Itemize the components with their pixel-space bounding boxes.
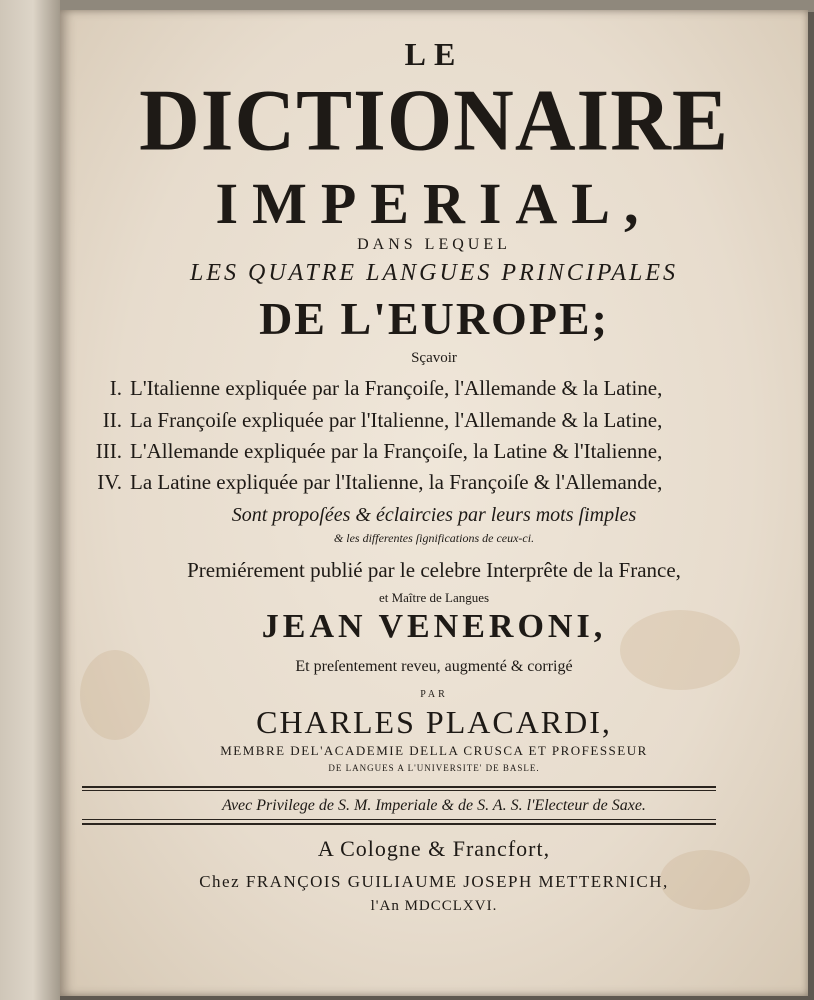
title-le: LE — [404, 36, 464, 72]
imprint-printer: Chez FRANÇOIS GUILIAUME JOSEPH METTERNICH, — [199, 872, 669, 891]
language-list-item — [80, 376, 780, 401]
premierement-line: Premiérement publié par le celebre Interprête de la France, — [187, 558, 681, 582]
privilege-line: Avec Privilege de S. M. Imperiale & de S. A. S. l'Electeur de Saxe. — [222, 797, 646, 814]
language-text: La Françoiſe expliquée par l'Italienne, l'Allemande & la Latine, — [130, 408, 663, 432]
maitre-line: et Maître de Langues — [378, 590, 490, 605]
language-number: III. — [95, 439, 122, 463]
double-rule-top-inner — [82, 790, 716, 791]
title-page — [60, 10, 808, 996]
double-rule-bottom-inner — [82, 819, 716, 820]
facing-page-edge — [0, 0, 60, 1000]
language-number: II. — [102, 408, 122, 432]
double-rule-bottom — [82, 823, 716, 825]
par-label: PAR — [420, 689, 448, 700]
language-number: I. — [109, 376, 122, 400]
imprint-year: l'An MDCCLXVI. — [370, 898, 498, 914]
language-list-item — [80, 408, 780, 433]
language-text: L'Italienne expliquée par la Françoiſe, l'Allemande & la Latine, — [130, 376, 663, 400]
author-name: JEAN VENERONI, — [261, 608, 607, 645]
language-list-item — [80, 439, 780, 464]
subtitle-quatre-langues: LES QUATRE LANGUES PRINCIPALES — [189, 260, 678, 286]
language-number: IV. — [97, 470, 122, 494]
scavoir-label: Sçavoir — [411, 350, 457, 366]
double-rule-top — [82, 786, 716, 788]
et-presentement-line: Et preſentement reveu, augmenté & corrigé — [295, 658, 573, 675]
title-imperial: IMPERIAL, — [215, 171, 653, 236]
sont-proposees-line: Sont propoſées & éclaircies par leurs mots ſimples — [231, 504, 637, 526]
language-text: La Latine expliquée par l'Italienne, la Françoiſe & l'Allemande, — [130, 470, 663, 494]
subtitle-de-leurope: DE L'EUROPE; — [259, 293, 609, 344]
editor-university-line: DE LANGUES A L'UNIVERSITE' DE BASLE. — [328, 763, 540, 773]
les-differentes-line: & les differentes ſignifications de ceux-ci. — [333, 531, 535, 545]
editor-title-line: MEMBRE DEL'ACADEMIE DELLA CRUSCA ET PROFESSEUR — [220, 743, 648, 758]
language-list-item — [80, 470, 780, 495]
language-text: L'Allemande expliquée par la Françoiſe, la Latine & l'Italienne, — [130, 439, 663, 463]
subtitle-dans-lequel: DANS LEQUEL — [357, 236, 511, 253]
title-dictionaire: DICTIONAIRE — [139, 71, 729, 170]
imprint-place: A Cologne & Francfort, — [317, 836, 551, 861]
editor-name: CHARLES PLACARDI, — [256, 704, 612, 740]
